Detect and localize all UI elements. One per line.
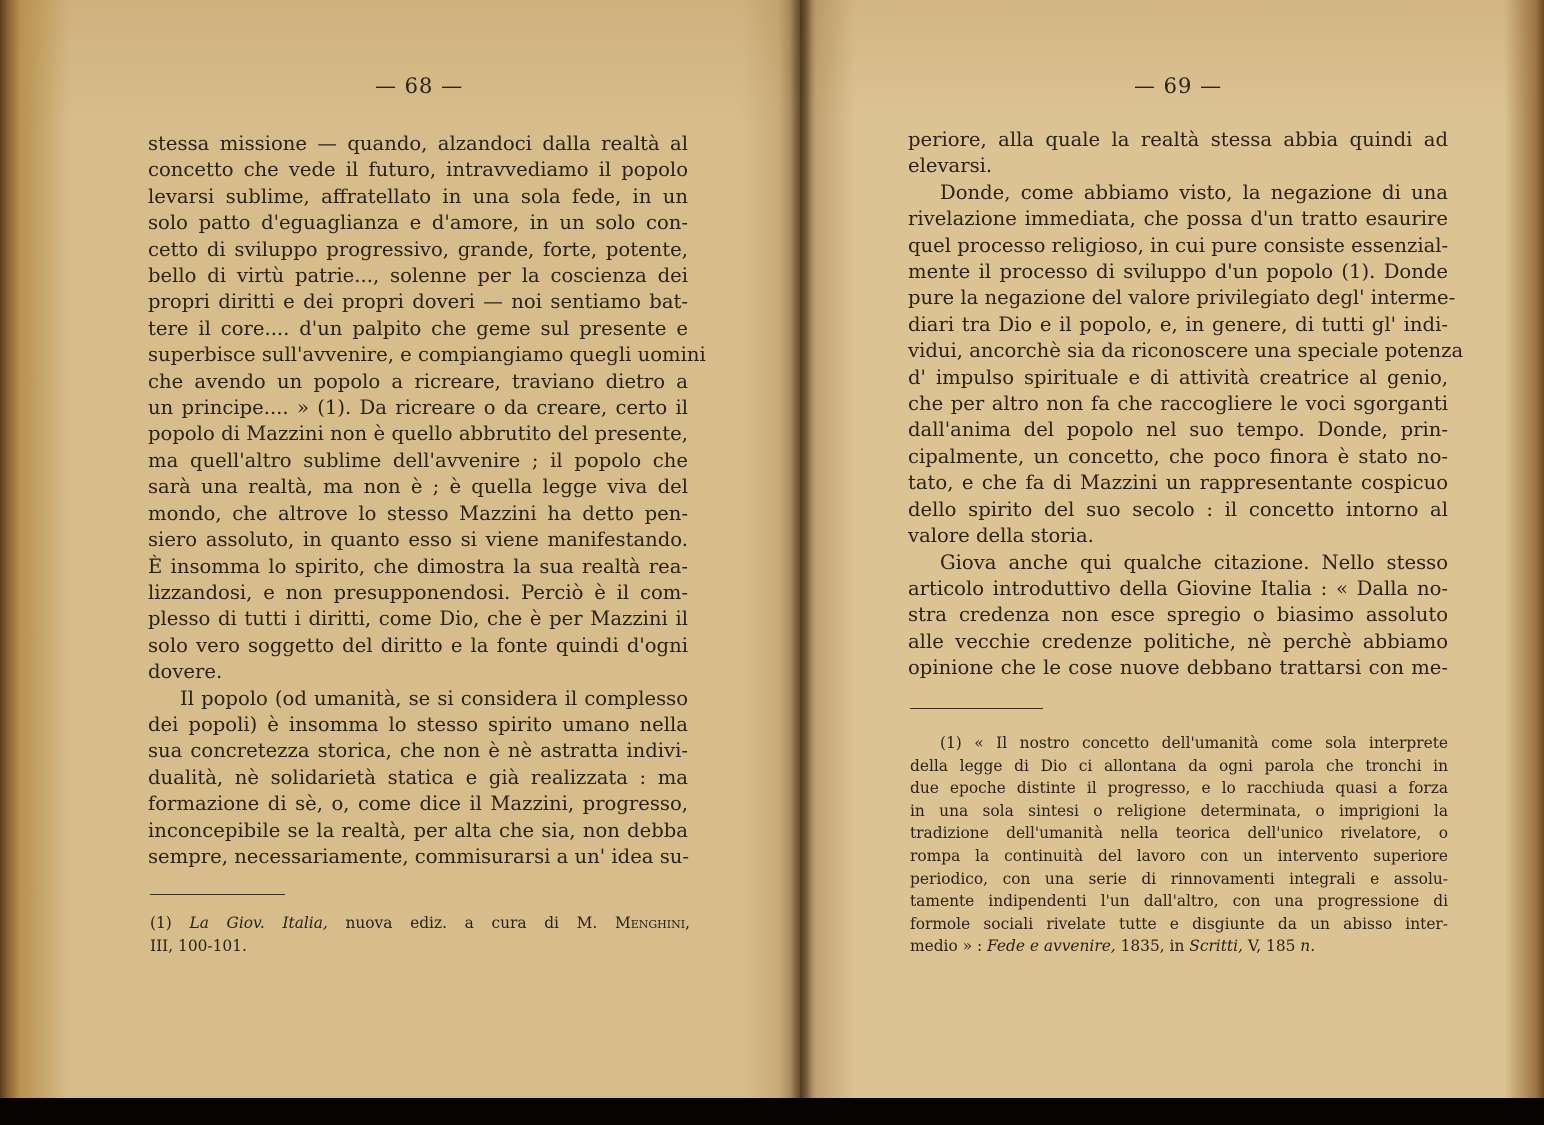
footnote-title: La Giov. Italia, — [189, 914, 328, 932]
footnote-line: III, 100-101. — [150, 936, 247, 955]
text-line: superbisce sull'avvenire, e compiangiamo quegli uomini — [148, 343, 706, 367]
text-line: che avendo un popolo a ricreare, traviano dietro a — [148, 369, 688, 393]
text-line: solo patto d'eguaglianza e d'amore, in un solo con- — [148, 211, 688, 235]
text-line: siero assoluto, in quanto esso si viene manifestando. — [148, 528, 688, 552]
text-line: dall'anima del popolo nel suo tempo. Donde, prin- — [908, 418, 1448, 442]
footnote-line: (1) « Il nostro concetto dell'umanità come sola interprete — [940, 734, 1448, 752]
text-line: sempre, necessariamente, commisurarsi a un' idea su- — [148, 844, 690, 868]
text-line: concetto che vede il futuro, intravvediamo il popolo — [148, 158, 688, 182]
text-line: popolo di Mazzini non è quello abbrutito del presente, — [148, 422, 688, 446]
text-line: tato, e che fa di Mazzini un rappresentante cospicuo — [908, 471, 1448, 495]
footnote-text: medio » : — [910, 937, 988, 956]
paragraph-start-line: Il popolo (od umanità, se si considera il complesso — [180, 686, 688, 710]
text-line: d' impulso spirituale e di attività creatrice al genio, — [908, 365, 1448, 389]
text-line: cetto di sviluppo progressivo, grande, forte, potente, — [148, 237, 688, 261]
footnote-text: nuova ediz. a cura di M. — [327, 914, 615, 932]
footnote-line: periodico, con una serie di rinnovamenti integrali e assolu- — [910, 869, 1448, 888]
text-line: un principe.... » (1). Da ricreare o da creare, certo il — [148, 396, 688, 420]
text-line: vidui, ancorchè sia da riconoscere una speciale potenza — [908, 339, 1464, 363]
footnote-marker: (1) — [150, 914, 190, 932]
footnote-separator — [150, 894, 285, 895]
text-line: tere il core.... d'un palpito che geme sul presente e — [148, 316, 688, 340]
text-line: dello spirito del suo secolo : il concetto intorno al — [908, 497, 1448, 521]
text-line: solo vero soggetto del diritto e la fonte quindi d'ogni — [148, 633, 688, 657]
text-line: pure la negazione del valore privilegiato degl' interme- — [908, 286, 1456, 310]
scan-background — [0, 1098, 1544, 1125]
text-line: diari tra Dio e il popolo, e, in genere, di tutti gl' indi- — [908, 312, 1448, 336]
text-line: formazione di sè, o, come dice il Mazzini, progresso, — [148, 792, 688, 816]
text-line: che per altro non fa che raccogliere le voci sgorganti — [908, 392, 1448, 416]
left-body-text — [148, 131, 706, 870]
footnote-text: 1835, in — [1115, 937, 1190, 956]
paragraph-start-line: Giova anche qui qualche citazione. Nello stesso — [940, 550, 1448, 574]
text-line: bello di virtù patrie..., solenne per la coscienza dei — [148, 264, 688, 288]
text-line: quel processo religioso, in cui pure consiste essenzial- — [908, 233, 1449, 257]
footnote-line: tradizione dell'umanità nella teorica dell'unico rivelatore, o — [910, 824, 1448, 843]
footnote-separator — [910, 708, 1043, 709]
footnote-note-marker: n. — [1300, 937, 1316, 956]
text-line: stra credenza non esce spregio o biasimo assoluto — [908, 603, 1448, 627]
footnote-line: formole sociali rivelate tutte e disgiunte da un abisso inter- — [910, 914, 1448, 933]
text-line: lizzandosi, e non presupponendosi. Perciò è il com- — [148, 580, 688, 604]
text-line: rivelazione immediata, che possa d'un tratto esaurire — [908, 207, 1448, 231]
text-line: cipalmente, un concetto, che poco finora è stato no- — [908, 444, 1448, 468]
text-line: opinione che le cose nuove debbano trattarsi con me- — [908, 656, 1448, 680]
text-line: ma quell'altro sublime dell'avvenire ; il popolo che — [148, 448, 688, 472]
text-line: stessa missione — quando, alzandoci dalla realtà al — [148, 132, 688, 155]
text-line: È insomma lo spirito, che dimostra la sua realtà rea- — [148, 554, 688, 578]
right-footnote — [910, 732, 1448, 958]
text-line: dualità, nè solidarietà statica e già realizzata : ma — [148, 765, 688, 789]
footnote-line: rompa la continuità del lavoro con un intervento superiore — [910, 846, 1448, 865]
page-number-69: — 69 — — [1134, 74, 1223, 98]
page-number-68: — 68 — — [375, 74, 464, 98]
footnote-line — [910, 935, 1448, 958]
right-body-text — [908, 127, 1464, 682]
left-footnote — [150, 912, 690, 957]
text-line: mondo, che altrove lo stesso Mazzini ha detto pen- — [148, 501, 688, 525]
footnote-line: della legge di Dio ci allontana da ogni parola che tronchi in — [910, 756, 1448, 775]
text-line: dovere. — [148, 660, 223, 684]
text-line: dei popoli) è insomma lo stesso spirito umano nella — [148, 712, 688, 736]
text-line: sua concretezza storica, che non è nè astratta indivi- — [148, 739, 688, 763]
text-line: propri diritti e dei propri doveri — noi sentiamo bat- — [148, 290, 688, 314]
book-gutter — [790, 0, 812, 1098]
text-line: periore, alla quale la realtà stessa abbia quindi ad — [908, 128, 1448, 151]
footnote-line: tamente indipendenti l'un dall'altro, con una progressione di — [910, 892, 1448, 911]
footnote-source: Scritti, — [1189, 937, 1243, 956]
footnote-author: Menghini, — [614, 914, 690, 932]
text-line: levarsi sublime, affratellato in una sola fede, in un — [148, 184, 688, 208]
footnote-text: V, 185 — [1242, 937, 1301, 956]
text-line: valore della storia. — [908, 524, 1094, 548]
text-line: inconcepibile se la realtà, per alta che sia, non debba — [148, 818, 688, 842]
text-line: alle vecchie credenze politiche, nè perchè abbiamo — [908, 629, 1448, 653]
paragraph-start-line: Donde, come abbiamo visto, la negazione di una — [940, 180, 1448, 204]
footnote-line — [150, 912, 690, 935]
footnote-line: due epoche distinte il progresso, e lo racchiuda quasi a forza — [910, 779, 1448, 798]
text-line: sarà una realtà, ma non è ; è quella legge viva del — [148, 475, 688, 499]
footnote-title: Fede e avvenire, — [987, 937, 1116, 956]
text-line: elevarsi. — [908, 154, 993, 178]
text-line: plesso di tutti i diritti, come Dio, che è per Mazzini il — [148, 607, 688, 631]
footnote-line: in una sola sintesi o religione determinata, o imprigioni la — [910, 801, 1448, 820]
text-line: mente il processo di sviluppo d'un popolo (1). Donde — [908, 260, 1448, 284]
text-line: articolo introduttivo della Giovine Italia : « Dalla no- — [908, 576, 1448, 600]
right-page — [800, 0, 1544, 1098]
